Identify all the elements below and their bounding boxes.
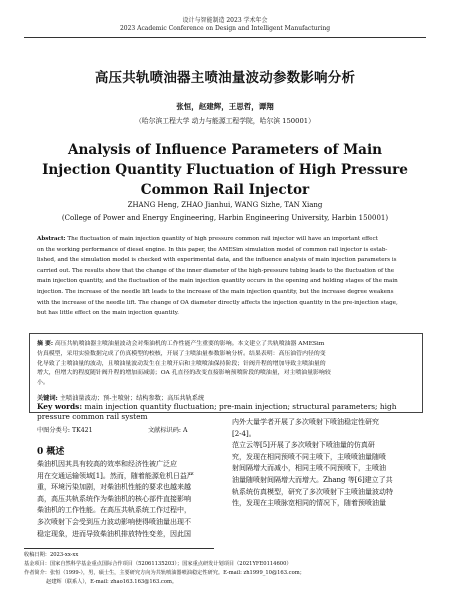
body-line: 究，发现在相同预喷不同主喷下，主喷喷油量随喷 <box>232 452 386 461</box>
section-heading: 0 概述 <box>37 447 65 457</box>
footnote-rule <box>24 548 214 549</box>
body-line: [2-4]。 <box>232 429 256 438</box>
abstract-cn-line: 增大，但增大的程度随针阀升程的增加而减弱；OA 孔直径的改变直接影响预喷阶段的喷油量，对主喷油量影响较 <box>37 370 331 377</box>
en-title-line-2: Injection Quantity Fluctuation of High Pressure <box>42 162 408 178</box>
abstract-en-line: injection. The increase of the needle lift leads to the increase of the main injection quantity, but the increase degree weakens <box>37 288 394 295</box>
abstract-cn-line: 仿真模型，采用实验数据完成了仿真模型的校核，开展了主喷油量参数影响分析。结果表明：高压油管内径的变 <box>37 350 326 357</box>
body-line: 性，发现在主喷脉宽相同的情况下，随着预喷油量 <box>232 499 386 508</box>
abstract-cn-line: 摘 要: 高压共轨喷油器主喷油量波动会对柴油机的工作性能产生重要的影响。本文建立了共轨喷油器 AMESim <box>37 340 325 347</box>
body-right-column <box>232 417 422 510</box>
running-header-en: 2023 Academic Conference on Design and Intelligent Manufacturing <box>119 25 331 32</box>
abstract-en-line: Abstract: The fluctuation of main injection quantity of high pressure common rail injector will have an important effect <box>37 236 378 242</box>
abstract-cn <box>37 339 413 389</box>
body-line: 射间隔增大而减小，相同主喷不同预喷下，主喷油 <box>232 464 386 473</box>
clc-number: 中图分类号: TK421 <box>37 427 93 434</box>
abstract-cn-label: 摘 要: <box>37 340 54 347</box>
document-code: 文献标识码: A <box>148 427 188 434</box>
abstract-en-line: main injection quantity, and the fluctuation of the main injection quantity occurs in the opening and holding stages of the main <box>37 278 398 285</box>
cn-authors: 张恒，赵建辉，王思哲，谭翔 <box>176 102 274 111</box>
en-title-line-1: Analysis of Influence Parameters of Main <box>67 142 383 158</box>
keywords-cn-label: 关键词: <box>37 395 58 402</box>
keywords-en-text: main injection quantity fluctuation; pre-main injection; structural parameters; high pressure common rail system <box>37 402 397 421</box>
abstract-en-line: but has little effect on the main injection quantity. <box>37 310 179 317</box>
footnote-contact: 赵建辉（联系人），E-mail: zhao163.163@163.com。 <box>46 579 178 585</box>
abstract-cn-line: 化导致了主喷油量的波动，且喷油量波动发生在主喷开启和主喷喷油保持阶段；针阀升程的增加导致主喷油量的 <box>37 360 326 367</box>
body-line: 多次喷射下会受到压力波动影响使得喷油量出现不 <box>37 517 191 526</box>
body-line: 重，环境污染加剧，对柴油机性能的要求也越来越 <box>37 483 191 492</box>
cn-affiliation: （哈尔滨工程大学 动力与能源工程学院，哈尔滨 150001） <box>135 117 315 125</box>
footnote-author-bio: 作者简介：张恒（1999-），男，硕士生，主要研究方向为共轨喷油器喷油稳定性研究。E-mail: zh1999_10@163.com； <box>24 570 305 576</box>
header-rule <box>24 37 426 38</box>
body-line: 内外大量学者开展了多次喷射下喷油稳定性研究 <box>232 418 379 426</box>
body-line: 柴油机的工作性能。在高压共轨系统工作过程中， <box>37 506 191 515</box>
abstract-en-line: lished, and the simulation model is checked with experimental data, and the influence analysis of main injection parameters is <box>37 257 397 264</box>
body-line: 油量随喷射间隔增大而增大。Zhang 等[6]建立了共 <box>232 475 393 484</box>
body-line: 范立云等[5]开展了多次喷射下喷油量的仿真研 <box>232 441 375 450</box>
running-header-cn: 设计与智能制造 2023 学术年会 <box>182 17 268 24</box>
footnote-received: 收稿日期：2023-xx-xx <box>24 552 79 558</box>
footnotes <box>24 551 429 587</box>
en-affiliation: (College of Power and Energy Engineering, Harbin Engineering University, Harbin 150001) <box>61 214 389 222</box>
keywords-cn-text: 主喷油量波动；预-主喷射；结构参数；高压共轨系统 <box>59 395 205 402</box>
body-line: 轨系统仿真模型，研究了多次喷射下主喷油量波动特 <box>232 487 393 496</box>
keywords-cn <box>37 393 413 402</box>
en-authors: ZHANG Heng, ZHAO Jianhui, WANG Sizhe, TAN Xiang <box>127 201 323 209</box>
cn-title: 高压共轨喷油器主喷油量波动参数影响分析 <box>94 70 356 86</box>
en-title-line-3: Common Rail Injector <box>140 182 310 198</box>
body-line: 高，高压共轨系统作为柴油机的核心部件直接影响 <box>37 494 191 503</box>
body-line: 稳定现象，进而导致柴油机排放特性变差，因此国 <box>37 529 191 538</box>
abstract-en-line: carried out. The results show that the change of the inner diameter of the high-pressure tubing leads to the fluctuation of the <box>37 267 395 274</box>
body-line: 柴油机因其具有较高的效率和经济性被广泛应 <box>37 460 177 468</box>
abstract-en <box>37 234 413 319</box>
abstract-cn-line: 小。 <box>37 380 49 387</box>
abstract-en-label: Abstract: <box>37 236 66 242</box>
body-left-column <box>37 459 226 540</box>
abstract-en-line: on the working performance of diesel engine. In this paper, the AMESim simulation model of common rail injector is estab- <box>37 246 388 253</box>
abstract-en-line: with the increase of the needle lift. The change of OA diameter directly affects the injection quantity in the pre-injection stage, <box>37 299 398 306</box>
footnote-funding: 基金项目：国家自然科学基金重点国际合作项目（52061135203）；国家重点研发计划项目（2021YFE0114600） <box>24 561 292 567</box>
body-line: 用在交通运输领域[1]。然而，随着能源危机日益严 <box>37 471 194 480</box>
keywords-en-label: Key words: <box>37 402 83 411</box>
